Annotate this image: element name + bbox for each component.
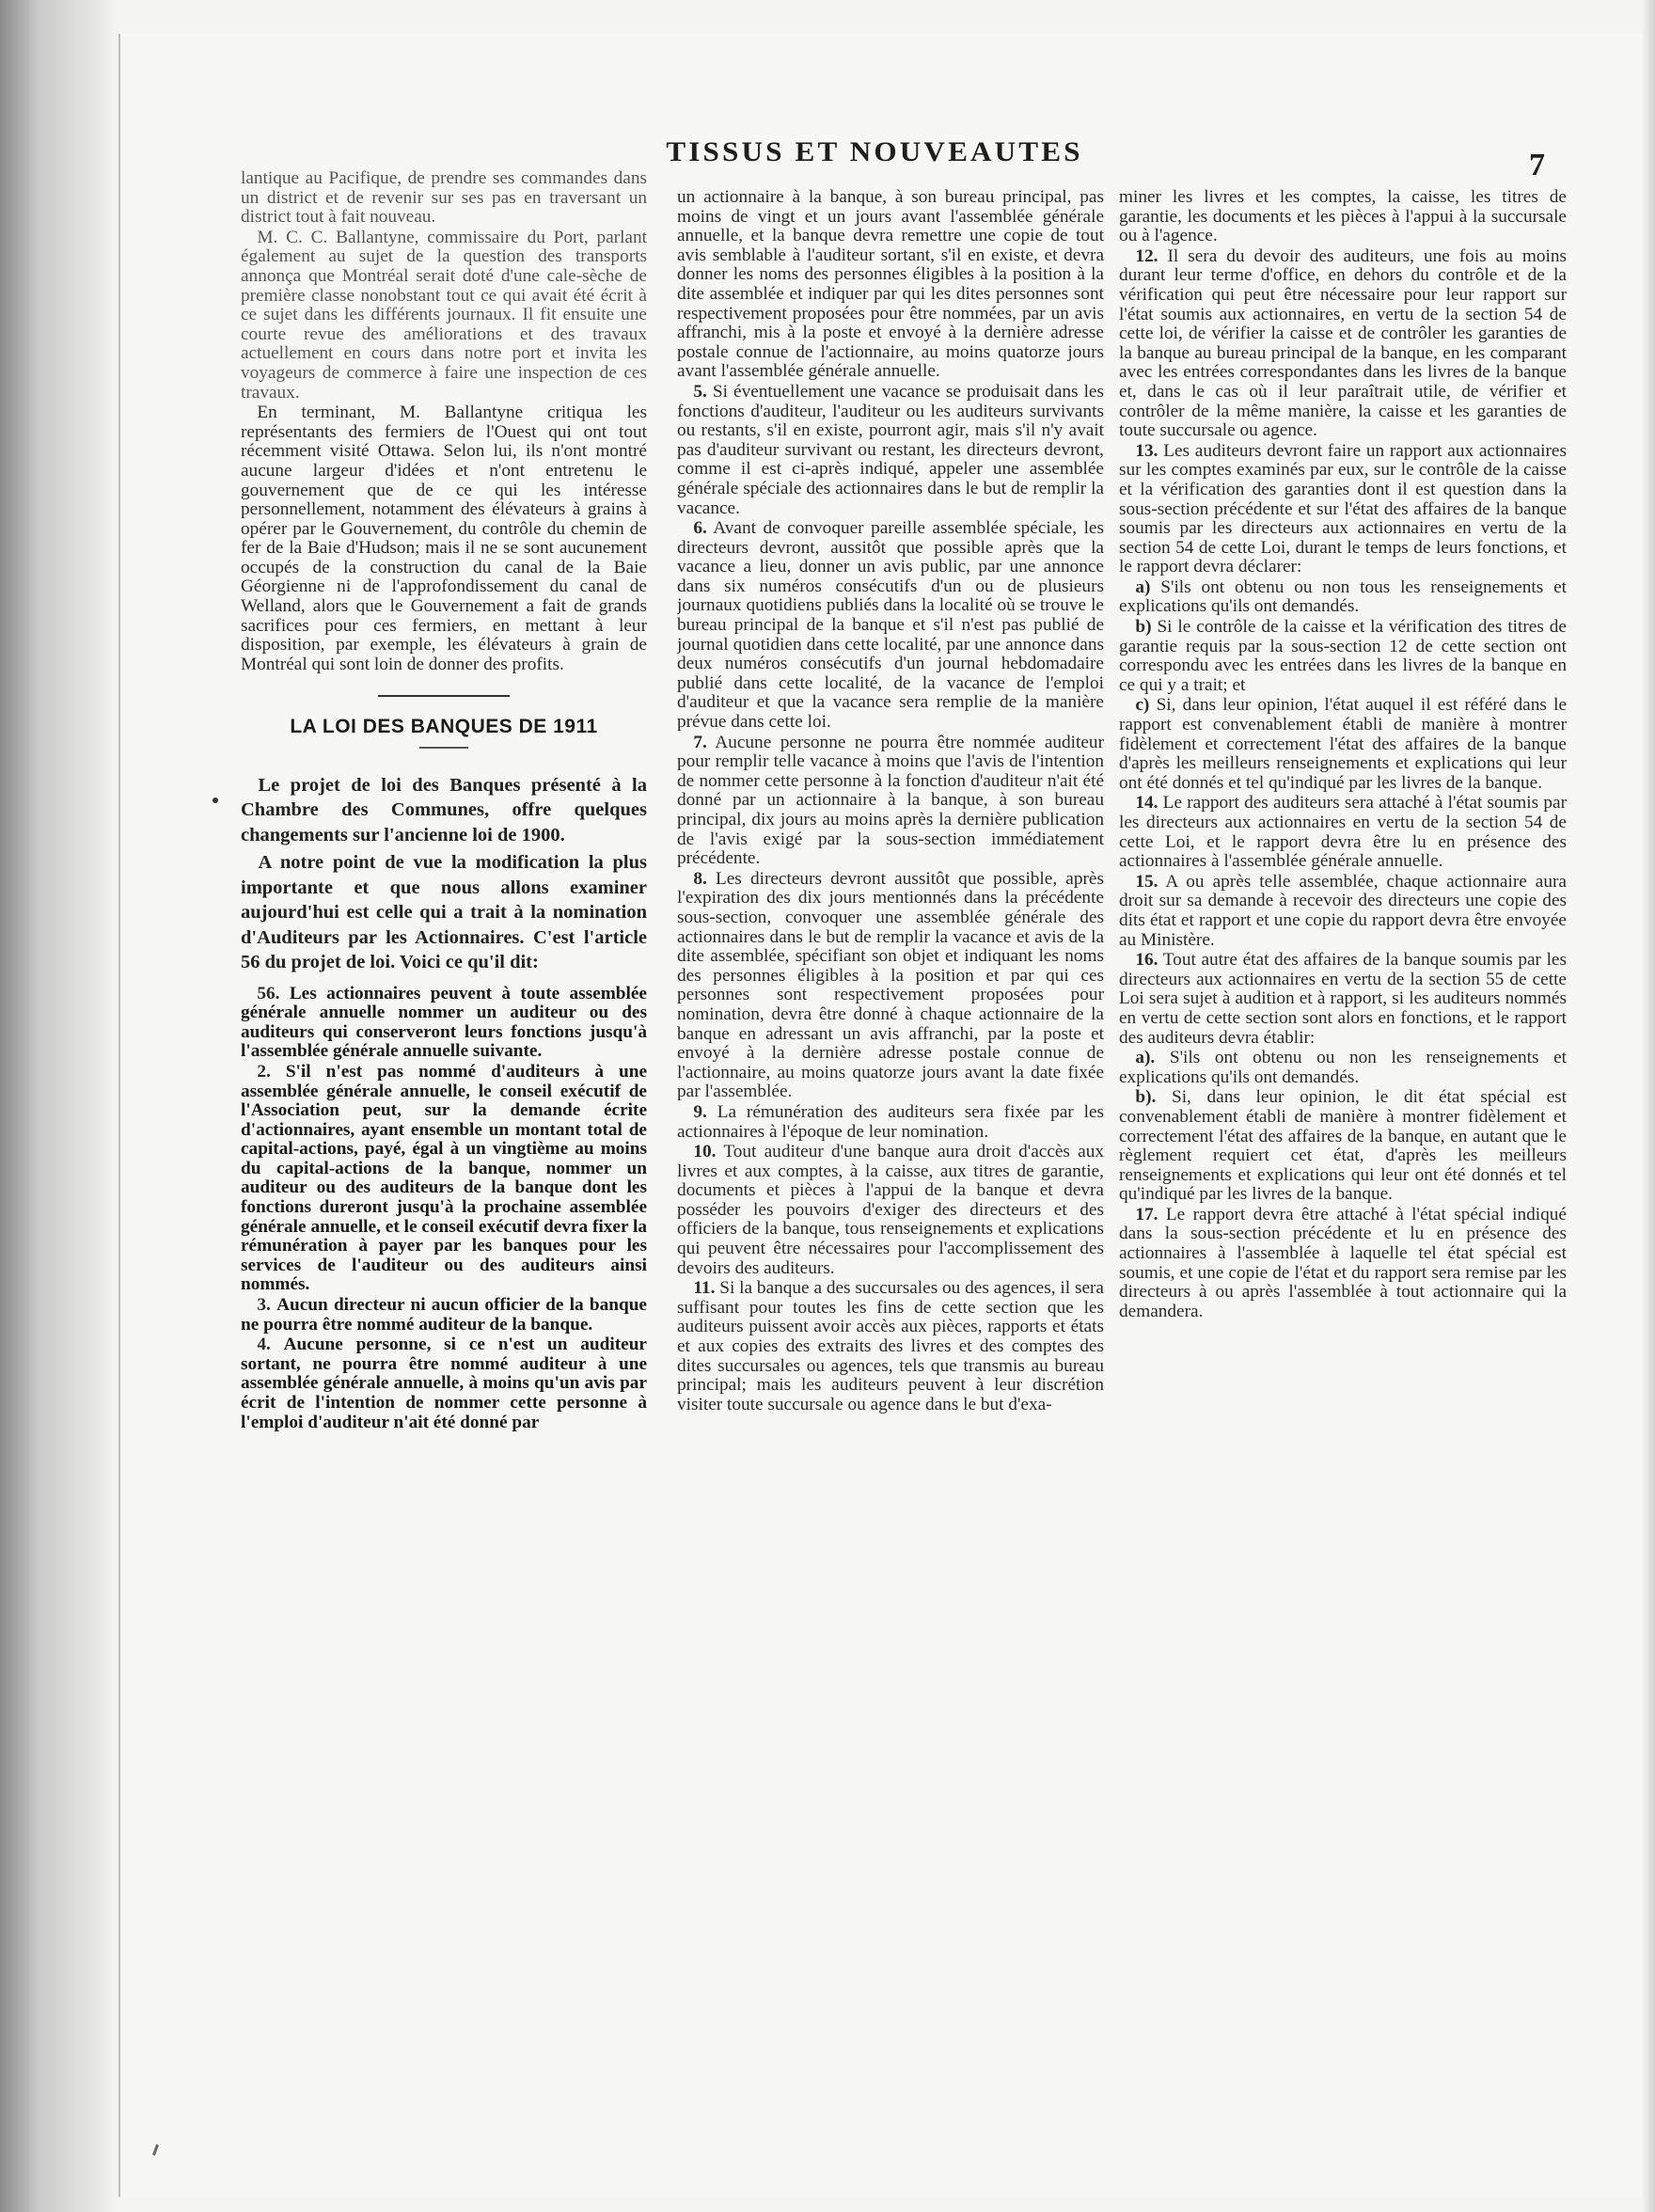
article-text: Les directeurs devront aussitôt que possible, après l'expiration des dix jours mentionnés dans la précédente sous-section, convoquer une assemblée générale des actionnaires dans le but de remplir la vacance et avis de la dite assemblée, spécifiant son objet et indiquant les noms des personnes éligibles à la position et par qui ces personnes sont respectivement proposées pour nomination, devra être donné à chaque actionnaire de la banque en adressant un avis affranchi, par la poste et envoyé à la dernière adresse postale connue de l'actionnaire, au moins quatorze jours avant la date fixée par l'assemblée. [677,868,1104,1102]
article-number: 9. [693,1101,707,1122]
article-paragraph [677,1143,1104,1278]
article-list [1119,188,1567,1321]
intro-paragraph: A notre point de vue la modification la plus importante et que nous allons examiner aujourd'hui est celle qui a trait à la nomination d'Auditeurs par les Actionnaires. C'est l'article 56 du projet de loi. Voici ce qu'il dit: [241,852,647,973]
article-number: 4. [257,1335,271,1355]
article-text: Aucune personne ne pourra être nommée auditeur pour remplir telle vacance à moins que l'avis de l'intention de nommer cette personne à la fonction d'auditeur n'ait été donné par un actionnaire à la banque, à son bureau principal, dix jours au moins après la dernière publication de l'avis exigé par la sous-section immédiatement précédente. [677,732,1104,869]
article-text: Si le contrôle de la caisse et la vérification des titres de garantie requis par la sous-section 12 de cette section ont correspondu avec les entrées dans les livres de la banque en ce qui y a trait; et [1119,617,1567,695]
article-paragraph [241,1296,647,1335]
article-paragraph [1119,696,1567,793]
section-title: LA LOI DES BANQUES DE 1911 [290,716,598,738]
article-paragraph [1119,578,1567,617]
article-text: miner les livres et les comptes, la caisse, les titres de garantie, les documents et les pièces à l'appui à la succursale ou à l'agence. [1119,188,1567,246]
page-edge-shadow [1642,0,1655,2212]
running-header-title: TISSUS ET NOUVEAUTES [666,136,1083,167]
article-number: 2. [257,1061,271,1082]
article-paragraph [241,1063,647,1295]
article-paragraph [1119,1049,1567,1087]
article-number: 17. [1135,1204,1158,1224]
page-number: 7 [1529,148,1545,182]
article-number: 3. [257,1295,271,1316]
article-paragraph [677,1103,1104,1142]
article-number: 14. [1135,793,1158,814]
article-paragraph [241,985,647,1062]
article-number: 15. [1135,871,1158,892]
article-number: 7. [693,732,707,752]
article-text: Aucun directeur ni aucun officier de la banque ne pourra être nommé auditeur de la banque. [241,1295,647,1335]
article-text: Si la banque a des succursales ou des agences, il sera suffisant pour toutes les fins de cette section que les auditeurs puissent avoir accès aux pièces, rapports et états et aux copies des extraits des livres et des comptes des dites succursales ou agences, tels que transmis au bureau principal; mais les auditeurs peuvent à leur discrétion visiter toute succursale ou agence dans le but d'exa- [677,1278,1104,1414]
article-number: 10. [693,1142,717,1162]
article-text: Aucune personne, si ce n'est un auditeur sortant, ne pourra être nommé auditeur à une assemblée générale annuelle, à moins qu'un avis par écrit de l'intention de nommer cette personne à l'emploi d'auditeur n'ait été donné par [241,1335,647,1432]
article-text: S'ils ont obtenu ou non tous les renseignements et explications qu'ils ont demandés. [1119,577,1567,617]
article-text: Si, dans leur opinion, le dit état spécial est convenablement établi de manière à montrer fidèlement et correctement l'état des affaires de la banque, en autant que le règlement requiert cet état, d'après les meilleurs renseignements et explications qui leur ont été donnés et tel qu'indiqué par les livres de la banque. [1119,1087,1567,1205]
margin-mark [213,798,218,803]
article-number: 6. [693,518,707,539]
article-paragraph [1119,618,1567,695]
article-paragraph [677,870,1104,1102]
article-paragraph [677,1279,1104,1414]
column-3 [1119,188,1567,2154]
paragraph: M. C. C. Ballantyne, commissaire du Port, parlant également au sujet de la question des transports annonça que Montréal serait doté d'une cale-sèche de première classe nonobstant tout ce qui avait été écrit à ce sujet dans les différents journaux. Il fit ensuite une courte revue des améliorations et des travaux actuellement en cours dans notre port et invita les voyageurs de commerce à faire une inspection de ces travaux. [241,227,647,403]
article-paragraph [677,519,1104,733]
article-text: S'ils ont obtenu ou non les renseignements et explications qu'ils ont demandés. [1119,1048,1567,1087]
article-paragraph [1119,951,1567,1048]
article-text: un actionnaire à la banque, à son bureau principal, pas moins de vingt et un jours avant l'assemblée générale annuelle, et la banque devra remettre une copie de tout avis semblable à l'auditeur sortant, s'il en existe, et devra donner les noms des personnes éligibles à la position à la dite assemblée et indiquer par qui les dites personnes sont respectivement proposées pour être nommées, par un avis affranchi, mis à la poste et envoyé à la dernière adresse postale connue de l'actionnaire, au moins quatorze jours avant l'assemblée générale annuelle. [677,188,1104,382]
article-paragraph [1119,794,1567,871]
article-paragraph [677,383,1104,518]
article-paragraph [1119,188,1567,246]
page-gutter [0,0,111,2212]
article-paragraph [677,734,1104,869]
article-number: 13. [1135,440,1158,461]
column-1 [241,169,647,2135]
intro-paragraph: Le projet de loi des Banques présenté à la Chambre des Communes, offre quelques changements sur l'ancienne loi de 1900. [241,774,647,845]
article-number: 8. [693,868,707,889]
article-text: Si, dans leur opinion, l'état auquel il est référé dans le rapport est convenablement établi de manière à montrer fidèlement et correctement l'état des affaires de la banque d'après les meilleurs renseignements et explications qui leur ont été donnés et tel qu'indiqué par les livres de la banque. [1119,695,1567,793]
article-number: 16. [1135,950,1158,971]
article-paragraph [241,1335,647,1432]
article-text: Avant de convoquer pareille assemblée spéciale, les directeurs devront, aussitôt que possible après que la vacance a lieu, donner un avis public, par une annonce dans six numéros consécutifs d'un ou de plusieurs journaux quotidiens publiés dans la localité où se trouve le bureau principal de la banque et s'il n'est pas publié de journal quotidien dans cette localité, par une annonce dans deux numéros consécutifs d'un journal hebdomadaire publié dans cette localité, de la vacance de l'emploi d'auditeur et que la vacance sera remplie de la manière prévue dans cette loi. [677,518,1104,733]
article-paragraph [1119,442,1567,577]
article-number: b). [1135,1087,1157,1108]
paragraph: En terminant, M. Ballantyne critiqua les représentants des fermiers de l'Ouest qui ont tout récemment visité Ottawa. Selon lui, ils n'ont montré aucune largeur d'idées et n'ont entretenu le gouvernement que de ce qui les intéresse personnellement, notamment des élévateurs à grains à opérer par le Gouvernement, du contrôle du chemin de fer de la Baie d'Hudson; mais il ne se sont aucunement occupés de la construction du canal de la Baie Géorgienne ni de l'approfondissement du canal de Welland, alors que le Gouvernement a fait de grands sacrifices pour ces fermiers, en mettant à leur disposition, par exemple, les élévateurs à grain de Montréal qui sont loin de donner des profits. [241,403,647,674]
article-number: c) [1135,695,1150,716]
article-number: a). [1135,1048,1156,1068]
section-divider [378,695,510,697]
article-number: b) [1135,617,1152,638]
column-2 [677,188,1104,2154]
article-text: Il sera du devoir des auditeurs, une fois au moins durant leur terme d'office, en dehors du contrôle et de la vérification qui peut être nécessaire pour leur rapport sur l'état soumis aux actionnaires, en vertu de la section 54 de cette loi, de vérifier la caisse et de contrôler les garanties de la banque au bureau principal de la banque, en les comparant avec les entrées correspondantes dans les livres de la banque et, dans le cas où il leur paraîtrait utile, de vérifier et contrôler de la même manière, la caisse et les garanties de toute succursale ou agence. [1119,245,1567,441]
article-list [677,188,1104,1414]
article-text: S'il n'est pas nommé d'auditeurs à une assemblée générale annuelle, le conseil exécutif de l'Association peut, sur la demande écrite d'actionnaires, ayant ensemble un montant total de capital-actions, payé, égal à un vingtième au moins du capital-actions de la banque, nommer un auditeur ou des auditeurs de la banque dont les fonctions dureront jusqu'à la prochaine assemblée générale annuelle, et le conseil exécutif devra fixer la rémunération à payer par les banques pour les services de l'auditeur ou des auditeurs ainsi nommés. [241,1061,647,1295]
article-text: Le rapport des auditeurs sera attaché à l'état soumis par les directeurs aux actionnaires en vertu de la section 54 de cette Loi, et le rapport devra être lu en présence des actionnaires à l'assemblée générale annuelle. [1119,793,1567,872]
article-text: A ou après telle assemblée, chaque actionnaire aura droit sur sa demande à recevoir des directeurs une copie des dits état et rapport et une copie du rapport devra être envoyée au Ministère. [1119,871,1567,950]
article-text: Les auditeurs devront faire un rapport aux actionnaires sur les comptes examinés par eux, sur le contrôle de la caisse et la vérification des garanties dont il est question dans la sous-section précédente et sur l'état des affaires de la banque soumis par les directeurs aux actionnaires en vertu de la section 54 de cette Loi, durant le temps de leurs fonctions, et le rapport devra déclarer: [1119,440,1567,577]
article-text: Tout autre état des affaires de la banque soumis par les directeurs aux actionnaires en vertu de la section 55 de cette Loi sera sujet à audition et à rapport, si les auditeurs nommés en vertu de cette section sont alors en fonctions, et le rapport des auditeurs devra établir: [1119,950,1567,1048]
section-intro [241,773,647,975]
article-number: a) [1135,577,1151,597]
paragraph: lantique au Pacifique, de prendre ses commandes dans un district et de revenir sur ses pas en traversant un district tout à fait nouveau. [241,169,647,228]
article-list [241,985,647,1433]
article-text: La rémunération des auditeurs sera fixée par les actionnaires à l'époque de leur nomination. [677,1101,1104,1142]
article-number: 11. [693,1278,716,1299]
article-paragraph [1119,873,1567,950]
article-paragraph [1119,247,1567,441]
article-text: Si éventuellement une vacance se produisait dans les fonctions d'auditeur, l'auditeur ou les auditeurs survivants ou restants, s'il en existe, pourront agir, mais s'il n'y avait pas d'auditeur survivant ou restant, les directeurs devront, comme il est ci-après indiqué, appeler une assemblée générale spéciale des actionnaires dans le but de remplir la vacance. [677,381,1104,518]
article-number: 56. [257,983,280,1003]
heading-rule [419,747,468,749]
article-number: 5. [693,381,707,402]
article-text: Tout auditeur d'une banque aura droit d'accès aux livres et aux comptes, à la caisse, aux titres de garantie, documents et pièces à l'appui de la banque et devra posséder les pouvoirs d'exiger des directeurs et des officiers de la banque, tous renseignements et explications qui peuvent être nécessaires pour l'accomplissement des devoirs des auditeurs. [677,1142,1104,1278]
article-paragraph [1119,1088,1567,1205]
article-text: Le rapport devra être attaché à l'état spécial indiqué dans la sous-section précédente et lu en présence des actionnaires à l'assemblée à laquelle tel état spécial est soumis, et une copie de l'état et du rapport sera remise par les directeurs à ou après l'assemblée à tout actionnaire qui la demandera. [1119,1204,1567,1321]
article-paragraph [1119,1206,1567,1322]
article-number: 12. [1135,245,1158,266]
article-text: Les actionnaires peuvent à toute assemblée générale annuelle nommer un auditeur ou des auditeurs qui conserveront leurs fonctions jusqu'à l'assemblée générale annuelle suivante. [241,983,647,1062]
article-paragraph [677,188,1104,382]
